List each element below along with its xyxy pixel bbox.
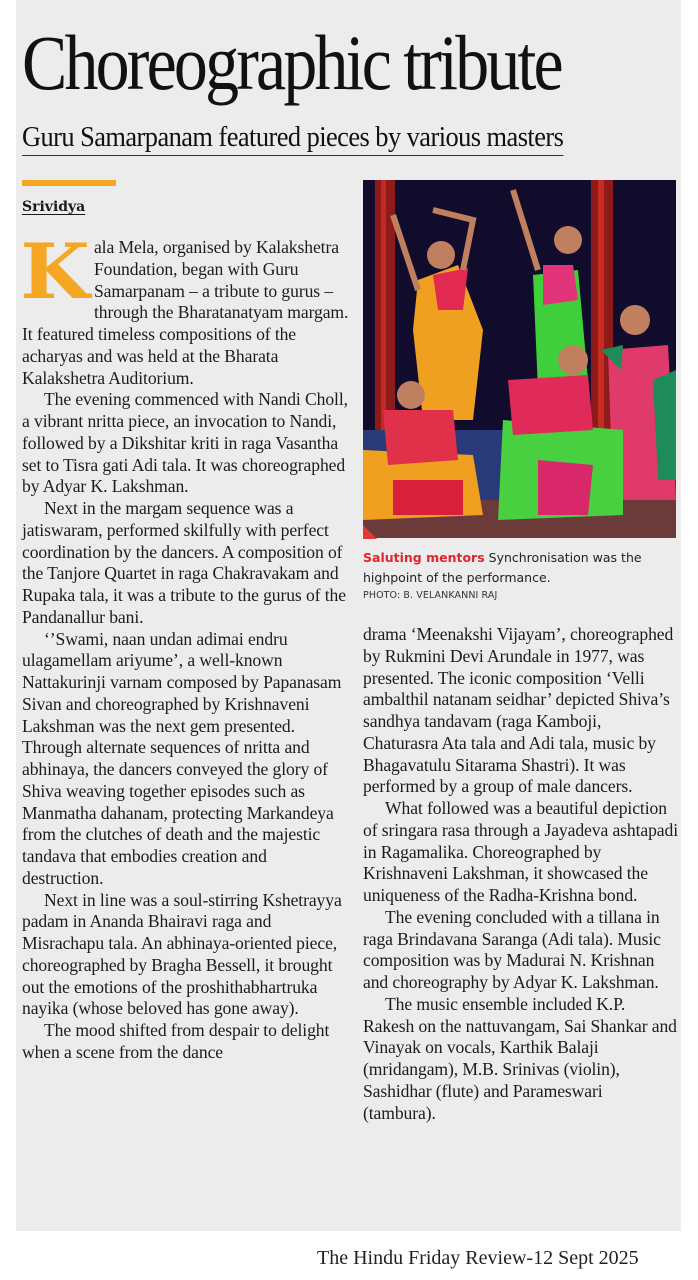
- paragraph: Next in the margam sequence was a jatiswaram, performed skilfully with perfect coordination by the dancers. A composition of the Tanjore Quartet in raga Chakravakam and Rupaka tala, it was a tribute to the gurus of the Pandanallur bani.: [22, 498, 346, 627]
- headline: Choreographic tribute: [22, 19, 561, 106]
- paragraph: Next in line was a soul-stirring Kshetrayya padam in Ananda Bhairavi raga and Misrachapu tala. An abhinaya-oriented piece, choreographed by Bragha Bessell, it brought out the emotions of the proshithabhartruka nayika (whose beloved has gone away).: [22, 889, 342, 1019]
- deck-subheadline: Guru Samarpanam featured pieces by various masters: [22, 120, 563, 156]
- paragraph: Kala Mela, organised by Kalakshetra Foundation, began with Guru Samarpanam – a tribute to gurus – through the Bharatanatyam margam. It featured timeless compositions of the acharyas and was held at the Bharata Kalakshetra Auditorium.: [20, 227, 349, 388]
- accent-rule: [22, 180, 116, 186]
- photo-corner-mark: [363, 525, 377, 539]
- caption-lead: Saluting mentors: [363, 550, 485, 565]
- paragraph: The mood shifted from despair to delight when a scene from the dance: [22, 1020, 330, 1062]
- paragraph: drama ‘Meenakshi Vijayam’, choreographed by Rukmini Devi Arundale in 1977, was presented. The iconic composition ‘Velli ambalthil natanam seidhar’ depicted Shiva’s sandhya tandavam (raga Kamboji, Chaturasra Ata tala and Adi tala, music by Bhagavatulu Sitarama Shastri). It was performed by a group of male dancers.: [363, 624, 674, 797]
- article-column-left: [20, 227, 352, 1064]
- dancers-photo: [363, 180, 676, 538]
- drop-cap: K: [20, 227, 90, 316]
- photo-credit: PHOTO: B. VELANKANNI RAJ: [363, 590, 498, 601]
- photo-illustration: [363, 180, 676, 538]
- caption-text: Synchronisation was the highpoint of the performance.: [363, 550, 642, 585]
- paragraph: ‘’Swami, naan undan adimai endru ulagamellam ariyume’, a well-known Nattakurinji varnam composed by Papanasam Sivan and choreographed by Krishnaveni Lakshman was the next gem presented. Through alternate sequences of nritta and abhinaya, the dancers conveyed the glory of Shiva weaving together episodes such as Manmatha dahanam, protecting Markandeya from the clutches of death and the majestic tandava that embodies creation and destruction.: [22, 628, 342, 888]
- article-column-right: [363, 624, 679, 1124]
- paragraph: What followed was a beautiful depiction of sringara rasa through a Jayadeva ashtapadi in Ragamalika. Choreographed by Krishnaveni Lakshman, it showcased the uniqueness of the Radha-Krishna bond.: [363, 798, 678, 905]
- paragraph: The evening commenced with Nandi Choll, a vibrant nritta piece, an invocation to Nandi, followed by a Dikshitar kriti in raga Vasantha set to Tisra gati Adi tala. It was choreographed by Adyar K. Lakshman.: [22, 389, 348, 497]
- source-footer: The Hindu Friday Review-12 Sept 2025: [317, 1247, 639, 1269]
- byline[interactable]: Srividya: [22, 199, 86, 215]
- paragraph: The music ensemble included K.P. Rakesh on the nattuvangam, Sai Shankar and Vinayak on vocals, Karthik Balaji (mridangam), M.B. Srinivas (violin), Sashidhar (flute) and Parameswari (tambura).: [363, 993, 677, 1123]
- paragraph: The evening concluded with a tillana in raga Brindavana Saranga (Adi tala). Music composition was by Madurai N. Krishnan and choreography by Adyar K. Lakshman.: [363, 906, 661, 992]
- photo-caption: [363, 548, 679, 588]
